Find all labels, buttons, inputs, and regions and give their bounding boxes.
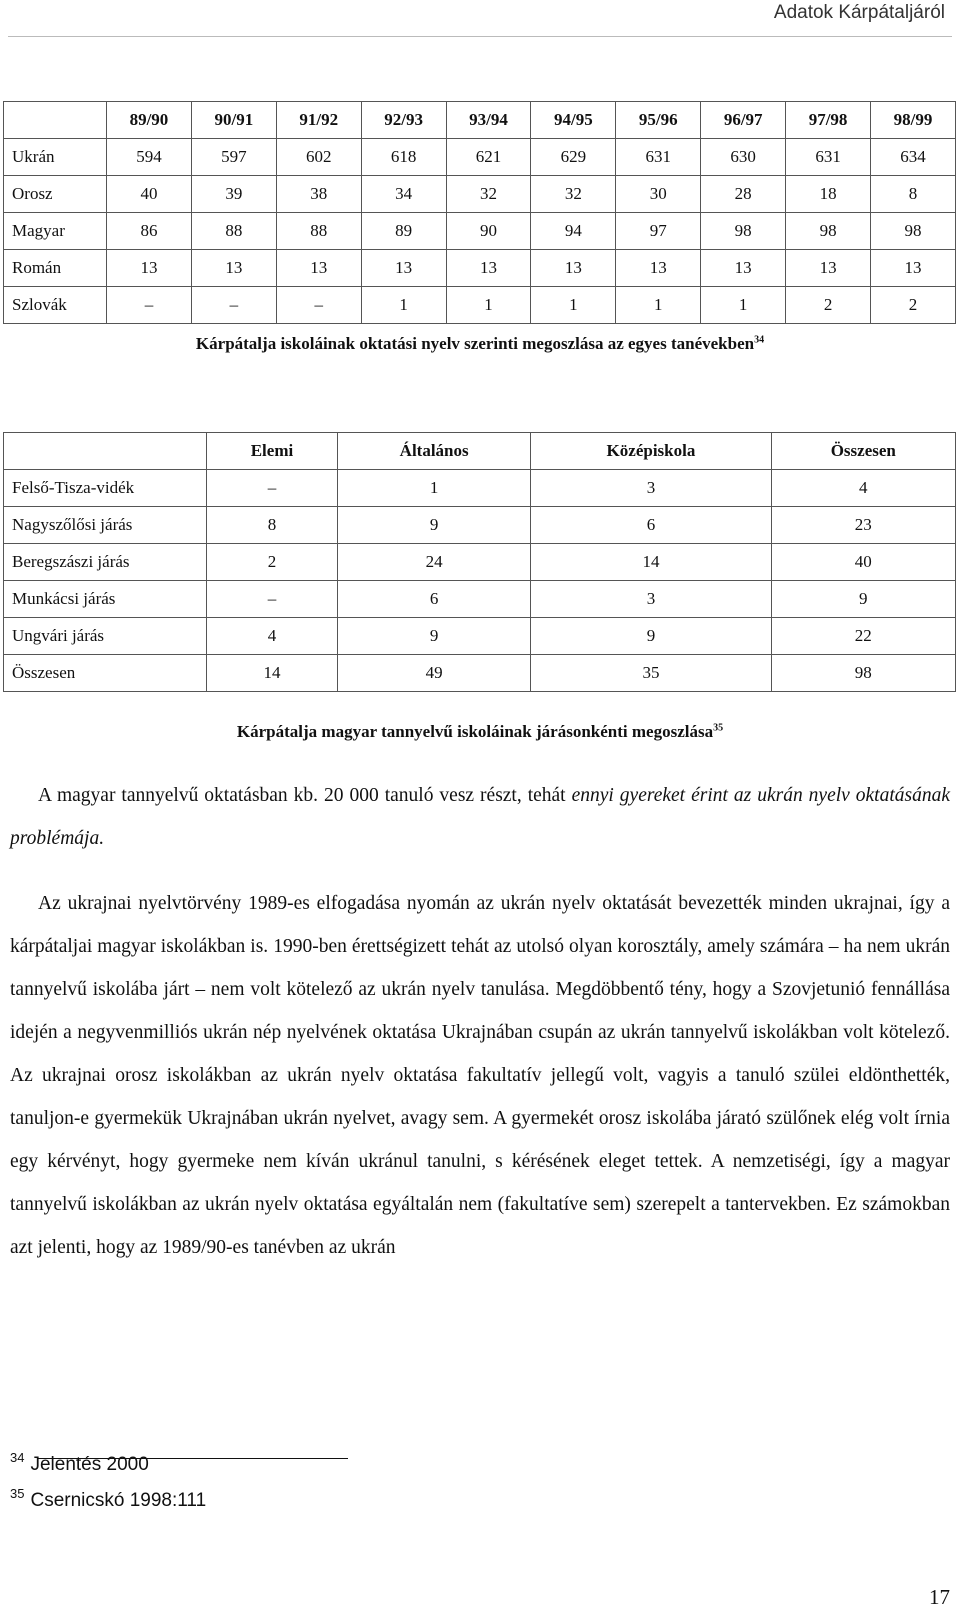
table-row	[4, 287, 956, 324]
table-row	[4, 581, 956, 618]
table-cell: 1	[446, 287, 531, 324]
column-header: Elemi	[207, 433, 338, 470]
table-cell: 9	[337, 618, 530, 655]
column-header: 90/91	[191, 102, 276, 139]
table-cell: 1	[361, 287, 446, 324]
table-cell: –	[107, 287, 192, 324]
table-row	[4, 507, 956, 544]
table-row	[4, 655, 956, 692]
table-cell: 13	[446, 250, 531, 287]
table-cell: 98	[786, 213, 871, 250]
row-label: Munkácsi járás	[4, 581, 207, 618]
column-header: 92/93	[361, 102, 446, 139]
table-row	[4, 544, 956, 581]
table-row	[4, 470, 956, 507]
footnote-ref-35: 35	[713, 722, 724, 734]
table-cell: 24	[337, 544, 530, 581]
table-cell: 13	[616, 250, 701, 287]
row-label: Orosz	[4, 176, 107, 213]
table-cell: 18	[786, 176, 871, 213]
language-by-year-table	[3, 101, 956, 324]
table-cell: 35	[531, 655, 771, 692]
table-cell: 38	[276, 176, 361, 213]
paragraph-2: Az ukrajnai nyelvtörvény 1989-es elfogadása nyomán az ukrán nyelv oktatását bevezették minden ukrajnai, így a kárpátaljai magyar iskolákban is. 1990-ben érettségizett tehát az utolsó olyan korosztály, amely számára – ha nem ukrán tannyelvű iskolába járt – nem volt kötelező az ukrán nyelv tanulása. Megdöbbentő tény, hogy a Szovjetunió fennállása idején a negyvenmilliós ukrán nép nyelvének oktatása Ukrajnában csupán az ukrán tannyelvű iskolákban volt kötelező. Az ukrajnai orosz iskolákban az ukrán nyelv oktatása fakultatív jellegű volt, vagyis a tanuló szülei eldönthették, tanuljon-e gyermekük Ukrajnában ukrán nyelvet, avagy sem. A gyermekét orosz iskolába járató szülőnek elég volt írnia egy kérvényt, hogy gyermeke nem kíván ukránul tanulni, s kérésének eleget tettek. A nemzetiségi, így a magyar tannyelvű iskolákban az ukrán nyelv oktatása egyáltalán nem (fakultatíve sem) szerepelt a tantervekben. Ez számokban azt jelenti, hogy az 1989/90-es tanévben az ukrán	[10, 893, 950, 1258]
table-cell: 23	[771, 507, 955, 544]
table-cell: 631	[616, 139, 701, 176]
table-header-row	[4, 433, 956, 470]
table-cell: 14	[207, 655, 338, 692]
page-number: 17	[929, 1585, 950, 1609]
table-cell: 13	[531, 250, 616, 287]
table-cell: 597	[191, 139, 276, 176]
table-cell: 8	[207, 507, 338, 544]
table-cell: 49	[337, 655, 530, 692]
table-row	[4, 618, 956, 655]
table-cell: 40	[771, 544, 955, 581]
table-cell: 98	[701, 213, 786, 250]
table-cell: 4	[207, 618, 338, 655]
table1-caption: Kárpátalja iskoláinak oktatási nyelv szerinti megoszlása az egyes tanévekben$^{34}$	[195, 334, 765, 353]
table-cell: 13	[276, 250, 361, 287]
column-header: 93/94	[446, 102, 531, 139]
table-cell: 13	[701, 250, 786, 287]
table-cell: 2	[871, 287, 956, 324]
table-cell: 97	[616, 213, 701, 250]
row-label: Magyar	[4, 213, 107, 250]
table-cell: 9	[337, 507, 530, 544]
table-cell: –	[276, 287, 361, 324]
table-cell: 594	[107, 139, 192, 176]
table-cell: 28	[701, 176, 786, 213]
table-cell: 32	[531, 176, 616, 213]
table-cell: 629	[531, 139, 616, 176]
row-label: Román	[4, 250, 107, 287]
row-label: Nagyszőlősi járás	[4, 507, 207, 544]
column-header: Összesen	[771, 433, 955, 470]
table-cell: 89	[361, 213, 446, 250]
table-row	[4, 213, 956, 250]
column-header	[4, 433, 207, 470]
table-cell: 3	[531, 581, 771, 618]
table-cell: 9	[531, 618, 771, 655]
footnote-35: $^{35}$ Csernicskó 1998:111	[10, 1486, 207, 1511]
table-cell: 98	[871, 213, 956, 250]
table-cell: 2	[786, 287, 871, 324]
table-cell: –	[207, 470, 338, 507]
row-label: Beregszászi járás	[4, 544, 207, 581]
column-header: 98/99	[871, 102, 956, 139]
table-cell: 9	[771, 581, 955, 618]
table-row	[4, 250, 956, 287]
table-cell: 98	[771, 655, 955, 692]
footnote-34: $^{34}$ Jelentés 2000	[10, 1450, 149, 1475]
table-cell: 13	[786, 250, 871, 287]
column-header	[4, 102, 107, 139]
column-header: 91/92	[276, 102, 361, 139]
row-label: Ungvári járás	[4, 618, 207, 655]
table-cell: 88	[276, 213, 361, 250]
column-header: 95/96	[616, 102, 701, 139]
column-header: 96/97	[701, 102, 786, 139]
table-row	[4, 176, 956, 213]
footnote-ref-34: 34	[754, 334, 765, 346]
column-header: 97/98	[786, 102, 871, 139]
table-cell: 94	[531, 213, 616, 250]
table-cell: 13	[871, 250, 956, 287]
row-label: Ukrán	[4, 139, 107, 176]
table-cell: 621	[446, 139, 531, 176]
table-cell: 13	[191, 250, 276, 287]
table-header-row	[4, 102, 956, 139]
table-cell: 2	[207, 544, 338, 581]
hungarian-schools-by-district-table	[3, 432, 956, 692]
table-cell: 32	[446, 176, 531, 213]
table-cell: 1	[337, 470, 530, 507]
table-cell: 618	[361, 139, 446, 176]
table-cell: 90	[446, 213, 531, 250]
table-cell: 34	[361, 176, 446, 213]
paragraph-1: A magyar tannyelvű oktatásban kb. 20 000 tanuló vesz részt, tehát ennyi gyereket érint az ukrán nyelv oktatásának problémája.	[10, 785, 951, 849]
table-cell: 13	[107, 250, 192, 287]
table2-caption: Kárpátalja magyar tannyelvű iskoláinak járásonkénti megoszlása$^{35}$	[236, 722, 724, 741]
table-cell: 3	[531, 470, 771, 507]
table-cell: 8	[871, 176, 956, 213]
column-header: Általános	[337, 433, 530, 470]
table-cell: 602	[276, 139, 361, 176]
running-header: Adatok Kárpátaljáról	[773, 2, 945, 23]
table-cell: 40	[107, 176, 192, 213]
table-cell: 1	[701, 287, 786, 324]
table-cell: 631	[786, 139, 871, 176]
table-cell: 4	[771, 470, 955, 507]
table-row	[4, 139, 956, 176]
row-label: Szlovák	[4, 287, 107, 324]
table-cell: 1	[616, 287, 701, 324]
table-cell: 22	[771, 618, 955, 655]
table-cell: 14	[531, 544, 771, 581]
table-cell: 6	[531, 507, 771, 544]
table-cell: 630	[701, 139, 786, 176]
column-header: 94/95	[531, 102, 616, 139]
table-cell: –	[207, 581, 338, 618]
table-cell: 30	[616, 176, 701, 213]
table-cell: 634	[871, 139, 956, 176]
table-cell: 13	[361, 250, 446, 287]
table-cell: –	[191, 287, 276, 324]
row-label: Összesen	[4, 655, 207, 692]
column-header: Középiskola	[531, 433, 771, 470]
table-cell: 1	[531, 287, 616, 324]
table-cell: 86	[107, 213, 192, 250]
header-divider	[8, 36, 952, 37]
table-cell: 88	[191, 213, 276, 250]
column-header: 89/90	[107, 102, 192, 139]
table-cell: 6	[337, 581, 530, 618]
table-cell: 39	[191, 176, 276, 213]
row-label: Felső-Tisza-vidék	[4, 470, 207, 507]
paragraph-1-emphasis: ennyi gyereket érint az ukrán nyelv oktatásának problémája.	[10, 785, 951, 849]
